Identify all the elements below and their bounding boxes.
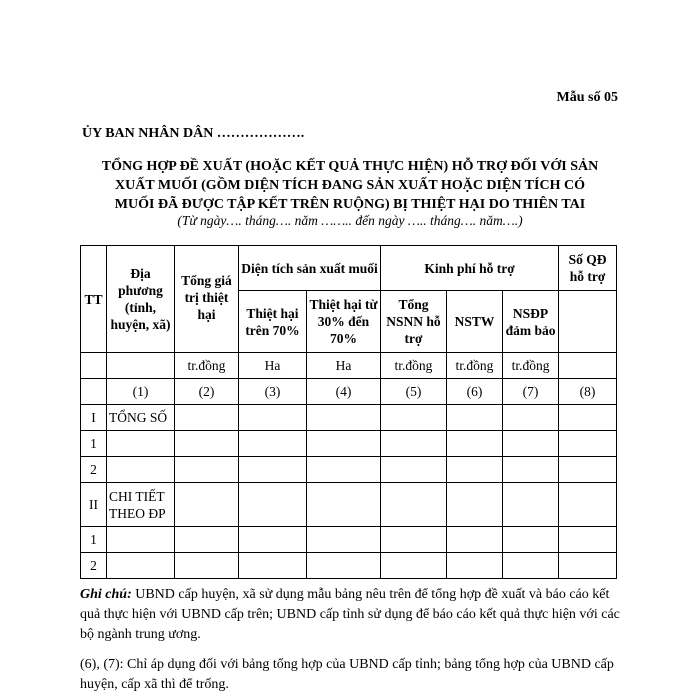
row-cell — [381, 457, 447, 483]
header-row — [81, 246, 617, 291]
row-tt: 1 — [81, 431, 107, 457]
row-cell — [239, 457, 307, 483]
column-number: (6) — [447, 379, 503, 405]
row-locality: CHI TIẾT THEO ĐP — [107, 483, 175, 527]
title-line: MUỐI ĐÃ ĐƯỢC TẬP KẾT TRÊN RUỘNG) BỊ THIỆT HẠI DO THIÊN TAI — [114, 197, 586, 212]
row-cell — [239, 405, 307, 431]
row-cell — [307, 457, 381, 483]
title-line: TỔNG HỢP ĐỀ XUẤT (HOẶC KẾT QUẢ THỰC HIỆN) HỖ TRỢ ĐỐI VỚI SẢN — [101, 159, 599, 174]
table-row — [81, 483, 617, 527]
column-number: (3) — [239, 379, 307, 405]
reporting-period: (Từ ngày…. tháng…. năm …….. đến ngày ….. tháng…. năm….) — [177, 213, 523, 228]
column-number: (1) — [107, 379, 175, 405]
unit-cell: tr.đồng — [447, 353, 503, 379]
column-number: (4) — [307, 379, 381, 405]
note-text: UBND cấp huyện, xã sử dụng mẫu bảng nêu trên để tổng hợp đề xuất và báo cáo kết quả thực hiện với UBND cấp trên; UBND cấp tỉnh sử dụng để báo cáo kết quả thực hiện với các bộ ngành trung ương. — [80, 587, 620, 642]
row-cell — [175, 431, 239, 457]
row-locality — [107, 527, 175, 553]
row-cell — [559, 457, 617, 483]
area-group-header: Diện tích sản xuất muối — [239, 246, 381, 291]
row-cell — [559, 527, 617, 553]
column-number: (8) — [559, 379, 617, 405]
row-cell — [307, 405, 381, 431]
table-row — [81, 431, 617, 457]
table-row — [81, 553, 617, 579]
funding-group-header: Kinh phí hỗ trợ — [381, 246, 559, 291]
col-locality-header: Địa phương (tỉnh, huyện, xã) — [107, 246, 175, 353]
row-tt: I — [81, 405, 107, 431]
row-cell — [503, 431, 559, 457]
row-cell — [559, 405, 617, 431]
decision-no-header: Số QĐ hỗ trợ — [559, 246, 617, 291]
row-cell — [503, 553, 559, 579]
row-cell — [559, 431, 617, 457]
nstw-header: NSTW — [447, 291, 503, 353]
area-over70-header: Thiệt hại trên 70% — [239, 291, 307, 353]
column-number — [81, 379, 107, 405]
nsnn-total-header: Tổng NSNN hỗ trợ — [381, 291, 447, 353]
summary-table — [80, 245, 617, 579]
row-tt: 2 — [81, 457, 107, 483]
table-row — [81, 405, 617, 431]
title-line: XUẤT MUỐI (GỒM DIỆN TÍCH ĐANG SẢN XUẤT HOẶC DIỆN TÍCH CÓ — [115, 178, 585, 193]
row-cell — [239, 483, 307, 527]
unit-cell: tr.đồng — [175, 353, 239, 379]
row-cell — [559, 553, 617, 579]
row-cell — [447, 553, 503, 579]
unit-cell — [107, 353, 175, 379]
col-total-value-header: Tổng giá trị thiệt hại — [175, 246, 239, 353]
column-number-row — [81, 379, 617, 405]
row-cell — [239, 553, 307, 579]
row-cell — [381, 483, 447, 527]
nsdp-header: NSĐP đảm bảo — [503, 291, 559, 353]
row-cell — [381, 553, 447, 579]
row-tt: II — [81, 483, 107, 527]
decision-no-subheader — [559, 291, 617, 353]
row-cell — [447, 457, 503, 483]
row-cell — [447, 483, 503, 527]
unit-cell: tr.đồng — [503, 353, 559, 379]
row-tt: 2 — [81, 553, 107, 579]
row-cell — [381, 405, 447, 431]
row-cell — [175, 553, 239, 579]
row-cell — [503, 483, 559, 527]
row-locality — [107, 553, 175, 579]
unit-cell: Ha — [239, 353, 307, 379]
row-tt: 1 — [81, 527, 107, 553]
row-cell — [381, 431, 447, 457]
column-number: (7) — [503, 379, 559, 405]
row-cell — [175, 483, 239, 527]
row-cell — [447, 431, 503, 457]
note-columns-6-7: (6), (7): Chỉ áp dụng đối với bảng tổng hợp của UBND cấp tỉnh; bảng tổng hợp của UBND cấp huyện, cấp xã thì để trống. — [80, 657, 614, 692]
row-cell — [503, 527, 559, 553]
row-locality: TỔNG SỐ — [107, 405, 175, 431]
form-number: Mẫu số 05 — [556, 90, 618, 105]
row-cell — [447, 527, 503, 553]
row-locality — [107, 431, 175, 457]
table-row — [81, 527, 617, 553]
committee-name: ỦY BAN NHÂN DÂN ………………. — [82, 126, 305, 141]
document-title — [80, 157, 620, 214]
row-cell — [381, 527, 447, 553]
row-cell — [175, 405, 239, 431]
row-cell — [175, 527, 239, 553]
row-cell — [447, 405, 503, 431]
note-label: Ghi chú: — [80, 587, 132, 602]
unit-cell: Ha — [307, 353, 381, 379]
row-cell — [503, 405, 559, 431]
row-cell — [239, 431, 307, 457]
unit-cell: tr.đồng — [381, 353, 447, 379]
column-number: (2) — [175, 379, 239, 405]
row-cell — [503, 457, 559, 483]
row-cell — [307, 527, 381, 553]
note-paragraph — [80, 585, 620, 645]
units-row — [81, 353, 617, 379]
area-30-70-header: Thiệt hại từ 30% đến 70% — [307, 291, 381, 353]
col-tt-header: TT — [81, 246, 107, 353]
row-locality — [107, 457, 175, 483]
row-cell — [559, 483, 617, 527]
row-cell — [307, 483, 381, 527]
row-cell — [175, 457, 239, 483]
row-cell — [239, 527, 307, 553]
row-cell — [307, 553, 381, 579]
row-cell — [307, 431, 381, 457]
unit-cell — [81, 353, 107, 379]
column-number: (5) — [381, 379, 447, 405]
table-row — [81, 457, 617, 483]
unit-cell — [559, 353, 617, 379]
